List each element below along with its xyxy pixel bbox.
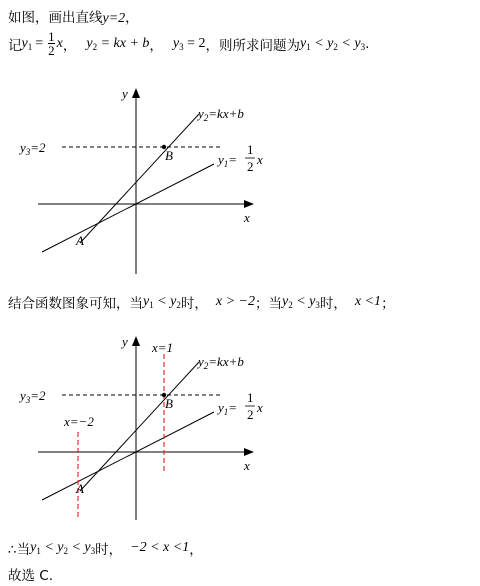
define-y1-eq: = [35, 35, 44, 51]
graph1-y1-num: 1 [247, 142, 254, 157]
define-y3: $y_3 = 2$ [172, 35, 206, 52]
define-y1-fraction: $\frac{1}{2}$ [48, 29, 55, 58]
conclusion-range: −2 < x <1 [130, 540, 190, 555]
combine-ineq-1: $y_1 < y_2$ [143, 294, 181, 310]
graph1-y3-label: $y_3=2$ [20, 140, 46, 157]
intro-line-eq: y=2 [102, 11, 126, 26]
graph2-axis-x-label: x [244, 458, 250, 473]
graph1-y-arrow [132, 88, 140, 98]
graph1-y1-x: x [257, 152, 263, 167]
answer-line [8, 564, 53, 584]
graph2-y1-den: 2 [247, 407, 254, 422]
combine-ineq-2: $y_2 < y_3$ [282, 294, 320, 310]
graph-2 [0, 326, 480, 526]
conclusion-ineq: $y_1 < y_2 < y_3$ [30, 540, 96, 556]
graph2-point-b-label: B [165, 396, 173, 411]
graph1-y1-den: 2 [247, 159, 254, 174]
define-prefix: 记 [8, 37, 22, 54]
define-y1: $y_1$ [21, 35, 33, 52]
graph2-x-eq-neg2-label: x=−2 [64, 414, 94, 429]
graph1-axis-x-label: x [244, 210, 250, 225]
define-y1-var: x [56, 35, 63, 51]
intro-text: 如图，画出直线 [8, 10, 103, 26]
graph2-y2-label: $y_2=kx+b$ [198, 354, 244, 371]
graph1-y2-label: $y_2=kx+b$ [198, 106, 244, 123]
define-then: ，则所求问题为 [205, 37, 301, 54]
combine-cond-1: x > −2 [215, 294, 255, 309]
graph2-y1-x: x [257, 400, 263, 415]
combine-text-1: 结合函数图象可知，当 [8, 296, 143, 312]
conclusion-end: ， [189, 542, 203, 558]
graph2-y3-label: $y_3=2$ [20, 388, 46, 405]
combine-line [8, 292, 395, 312]
graph2-y1-num: 1 [247, 390, 254, 405]
combine-cond-2: x <1 [354, 294, 382, 309]
combine-text-4: 时， [319, 296, 347, 312]
conclusion-therefore: ∴当 [8, 542, 31, 558]
graph2-point-a-label: A [76, 481, 84, 496]
graph-1 [0, 78, 480, 298]
conclusion-text: 时， [95, 542, 123, 558]
define-sep-2: ， [149, 37, 163, 54]
conclusion-line [8, 538, 203, 558]
graph2-axis-y-label: y [122, 334, 128, 349]
combine-text-3: ；当 [255, 296, 282, 312]
intro-punct: ， [125, 10, 139, 26]
graph2-x-eq-1-label: x=1 [152, 340, 174, 355]
intro-line [8, 6, 139, 27]
combine-end: ； [381, 296, 395, 312]
graph2-x-arrow [244, 448, 254, 456]
combine-text-2: 时， [180, 296, 208, 312]
graph1-point-b-label: B [165, 148, 173, 163]
define-inequality: $y_1 < y_2 < y_3$ [300, 35, 366, 52]
graph1-point-a-label: A [76, 233, 84, 248]
define-line: 记 $y_1$ = $\frac{1}{2}$ x ， $y_2$ = kx + b ， $y_3 = 2$ ，则所求问题为 $y_1 < y_2 < y_3$ . [8, 29, 370, 58]
graph1-y1-label: $y_1=$ [218, 152, 238, 169]
graph2-y-arrow [132, 336, 140, 346]
answer-text: 故选 C. [8, 568, 54, 584]
graph1-x-arrow [244, 200, 254, 208]
graph1-axis-y-label: y [122, 86, 128, 101]
graph1-y1-line [42, 164, 214, 252]
graph2-y1-label: $y_1=$ [218, 400, 238, 417]
define-sep-1: ， [62, 37, 77, 54]
define-y2: $y_2$ = kx + b [86, 35, 150, 52]
